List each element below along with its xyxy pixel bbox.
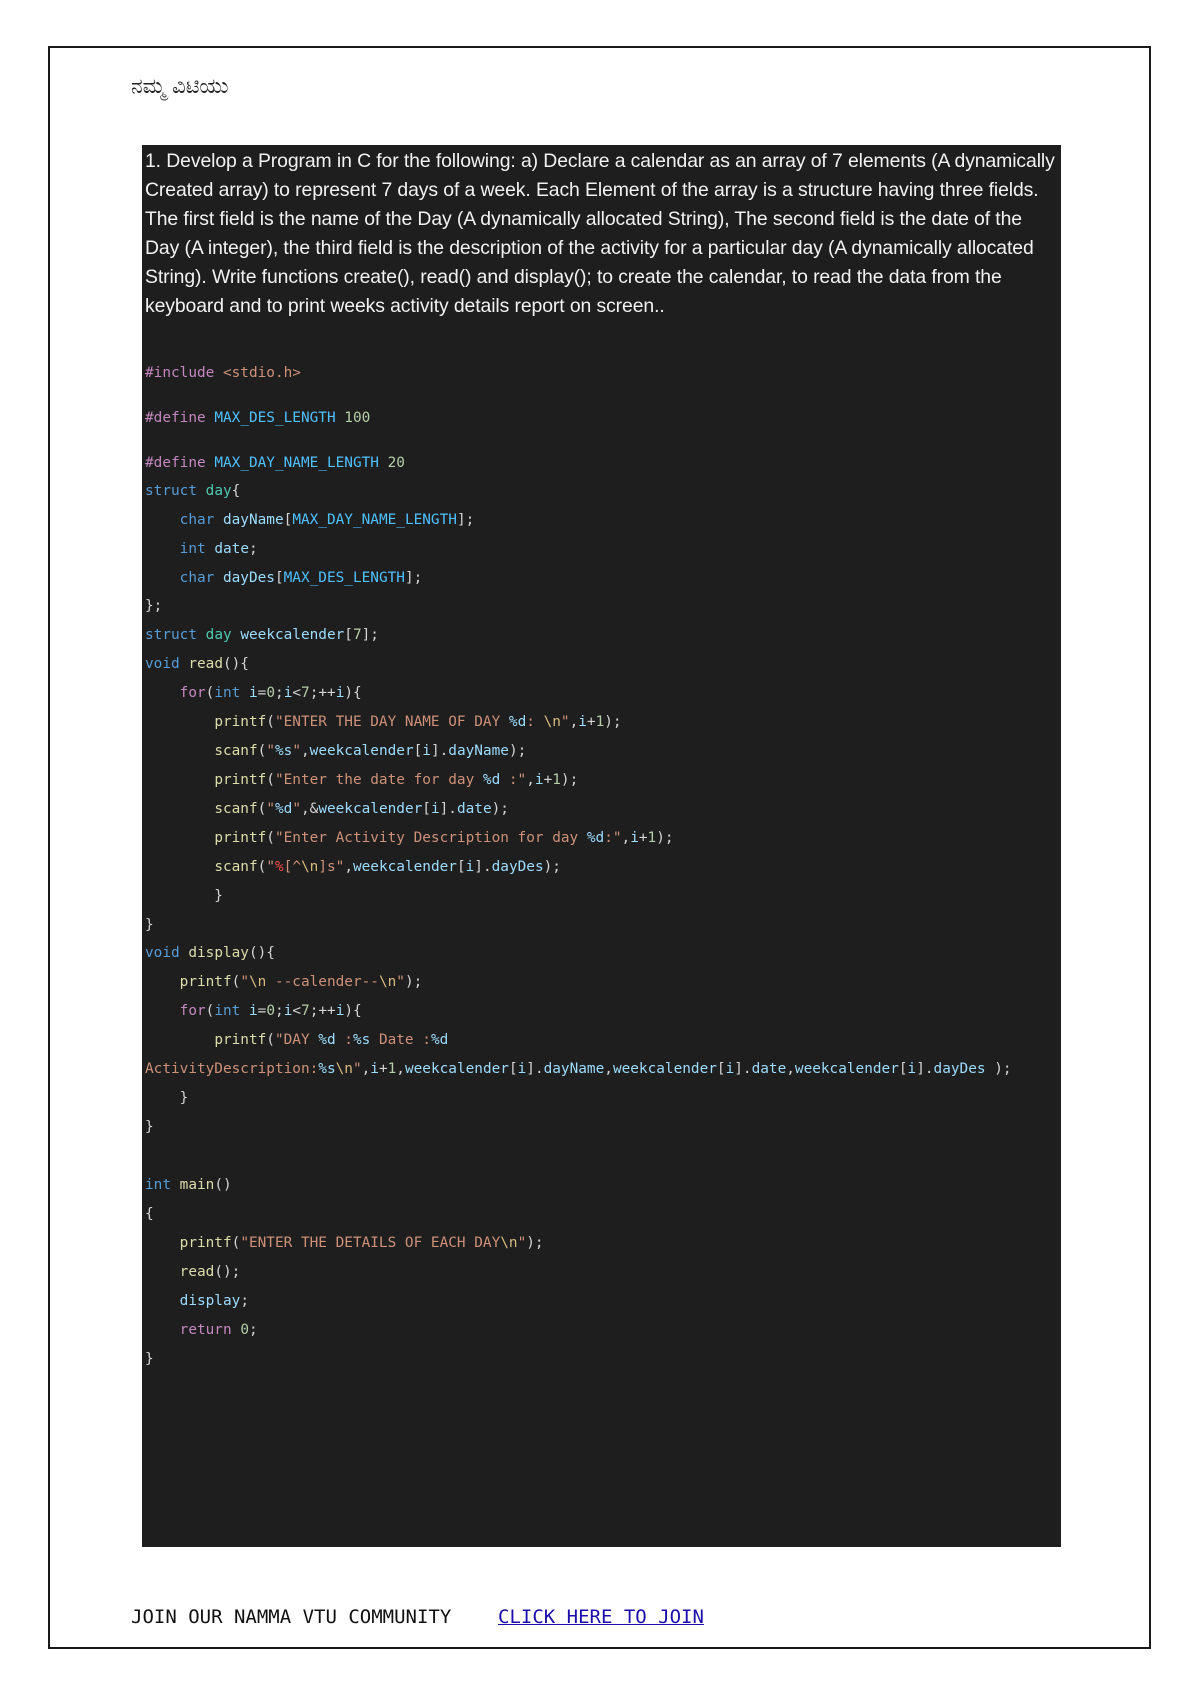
code-line-read-close: } [145, 917, 154, 933]
code-line-main-printf: printf("ENTER THE DETAILS OF EACH DAY\n"); [179, 1235, 544, 1251]
code-line-display-close: } [145, 1119, 154, 1135]
code-line-read-open: void read(){ [145, 656, 249, 672]
code-line-main-read: read(); [179, 1264, 241, 1280]
code-line-read-scanf-name: scanf("%s",weekcalender[i].dayName); [214, 743, 527, 759]
code-panel [142, 145, 1061, 1547]
code-line-main-return: return 0; [179, 1322, 258, 1338]
code-line-read-printf-date: printf("Enter the date for day %d :",i+1); [214, 772, 579, 788]
code-line-read-scanf-date: scanf("%d",&weekcalender[i].date); [214, 801, 509, 817]
code-line-read-scanf-desc: scanf("%[^\n]s",weekcalender[i].dayDes); [214, 859, 561, 875]
join-community-link[interactable]: CLICK HERE TO JOIN [498, 1606, 704, 1628]
question-text: 1. Develop a Program in C for the following: a) Declare a calendar as an array of 7 elements (A dynamically Created array) to represent 7 days of a week. Each Element of the array is a structure having three fields. The first field is the name of the Day (A dynamically allocated String), The second field is the date of the Day (A integer), the third field is the description of the activity for a particular day (A dynamically allocated String). Write functions create(), read() and display(); to create the calendar, to read the data from the keyboard and to print weeks activity details report on screen.. [145, 150, 1055, 317]
code-line-read-printf-desc: printf("Enter Activity Description for day %d:",i+1); [214, 830, 674, 846]
code-line-field-daydes: char dayDes[MAX_DES_LENGTH]; [179, 570, 423, 586]
footer-community-text: JOIN OUR NAMMA VTU COMMUNITY [131, 1606, 452, 1628]
code-line-weekcalender-decl: struct day weekcalender[7]; [145, 627, 379, 643]
code-line-main-display: display; [179, 1293, 249, 1309]
code-line-read-for-close: } [145, 888, 223, 904]
code-line-field-dayname: char dayName[MAX_DAY_NAME_LENGTH]; [179, 512, 475, 528]
code-line-display-for-close: } [145, 1090, 189, 1106]
code-line-display-printf-header: printf("\n --calender--\n"); [179, 974, 423, 990]
code-line-display-for: for(int i=0;i<7;++i){ [179, 1003, 362, 1019]
code-line-display-open: void display(){ [145, 945, 275, 961]
code-line-include: #include <stdio.h> [145, 365, 301, 381]
code-line-field-date: int date; [179, 541, 258, 557]
code-line-define-des: #define MAX_DES_LENGTH 100 [145, 410, 371, 426]
page-header-title: ನಮ್ಮ ವಿಟಿಯು [131, 74, 229, 98]
code-line-display-printf-1: printf("DAY %d :%s Date :%d [214, 1032, 449, 1048]
code-line-main-sig: int main() [145, 1177, 232, 1193]
code-line-main-close: } [145, 1351, 154, 1367]
code-line-read-for: for(int i=0;i<7;++i){ [179, 685, 362, 701]
code-line-define-dayname: #define MAX_DAY_NAME_LENGTH 20 [145, 455, 405, 471]
code-line-struct-open: struct day{ [145, 483, 241, 499]
code-line-display-printf-2: ActivityDescription:%s\n",i+1,weekcalender[i].dayName,weekcalender[i].date,weekcalender[i].dayDes ); [145, 1061, 1012, 1077]
code-line-main-open: { [145, 1206, 154, 1222]
code-line-read-printf-name: printf("ENTER THE DAY NAME OF DAY %d: \n",i+1); [214, 714, 622, 730]
code-line-struct-close: }; [145, 598, 163, 614]
